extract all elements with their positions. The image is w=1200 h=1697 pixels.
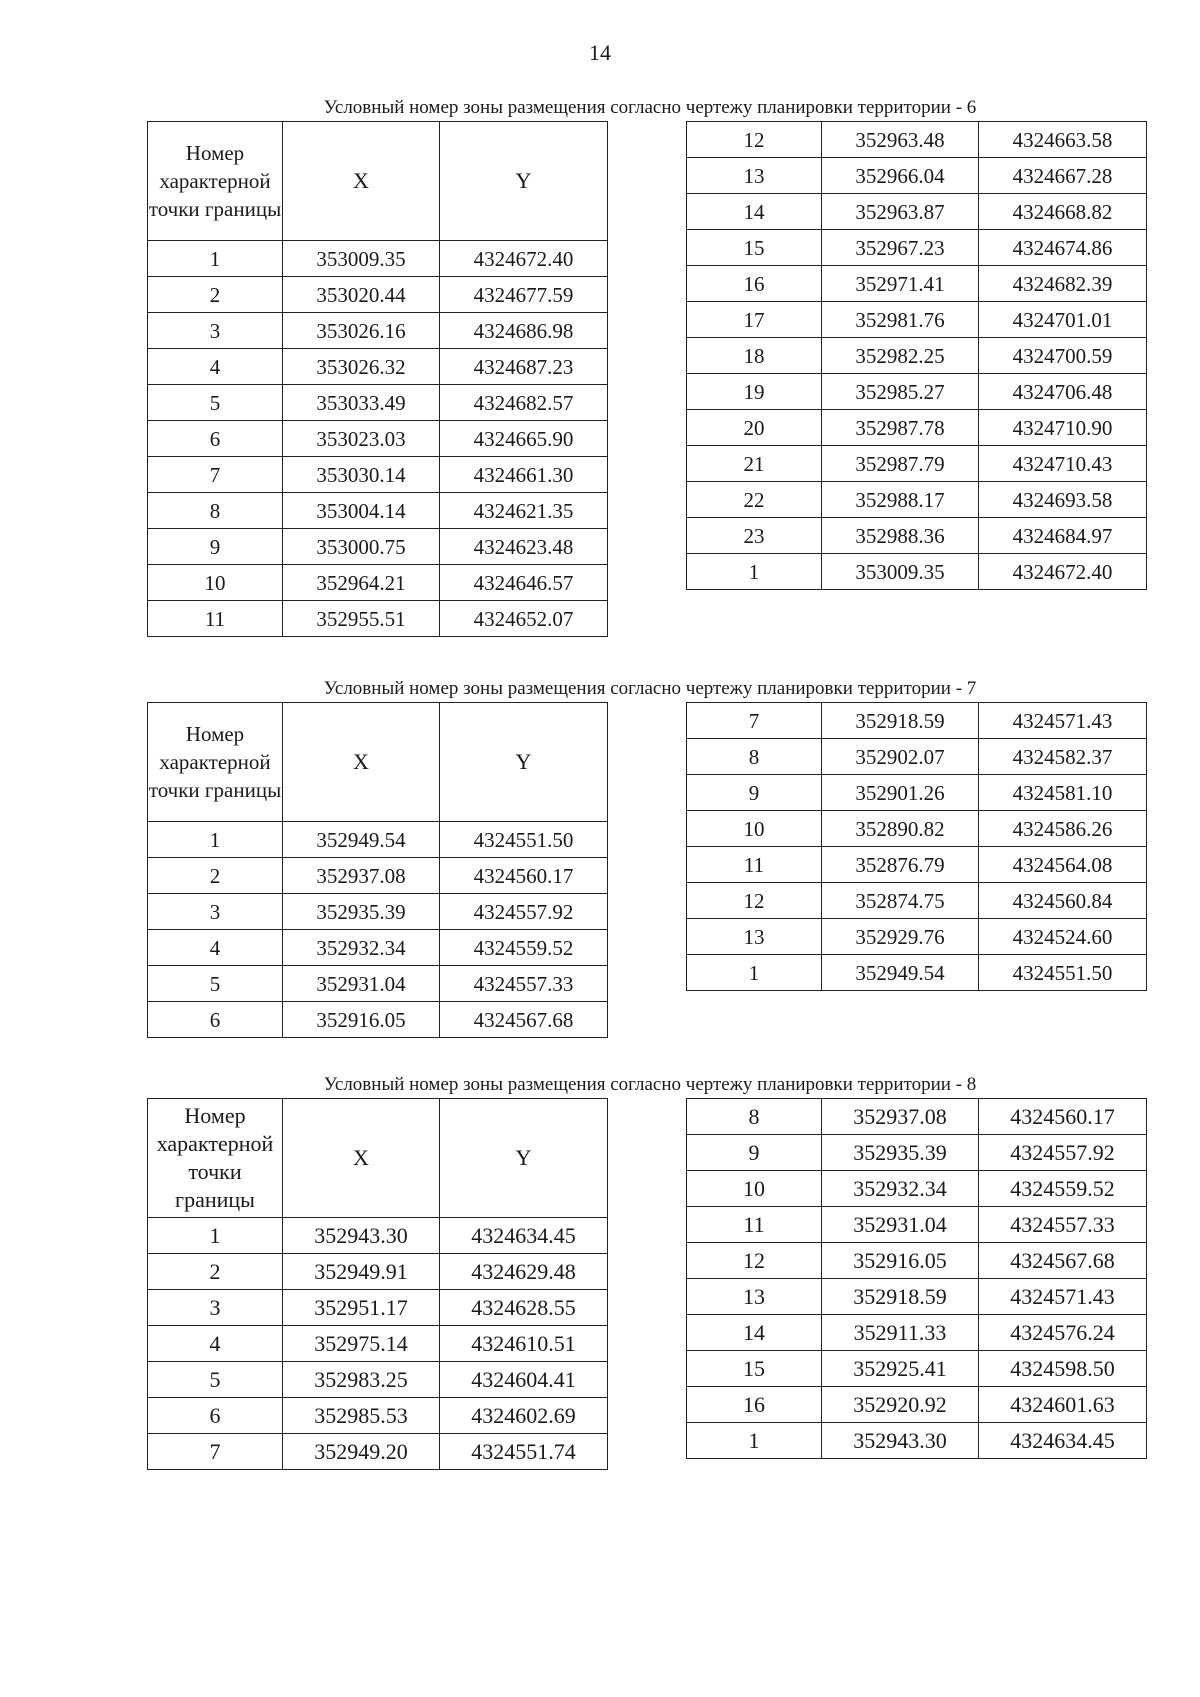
- coordinates-table-right: [686, 121, 1147, 590]
- table-row: [148, 313, 608, 349]
- x-coordinate-cell: 353009.35: [822, 554, 979, 590]
- point-number-cell: 13: [687, 158, 822, 194]
- table-row: [687, 266, 1147, 302]
- point-number-cell: 1: [687, 955, 822, 991]
- table-row: [687, 518, 1147, 554]
- y-coordinate-cell: 4324693.58: [979, 482, 1147, 518]
- table-row: [148, 966, 608, 1002]
- header-x: X: [283, 703, 440, 822]
- table-row: [148, 349, 608, 385]
- table-row: [687, 1315, 1147, 1351]
- point-number-cell: 17: [687, 302, 822, 338]
- x-coordinate-cell: 352981.76: [822, 302, 979, 338]
- zone-caption: Условный номер зоны размещения согласно чертежу планировки территории - 8: [323, 1074, 977, 1095]
- point-number-cell: 8: [687, 739, 822, 775]
- table-row: [148, 1398, 608, 1434]
- y-coordinate-cell: 4324682.39: [979, 266, 1147, 302]
- y-coordinate-cell: 4324668.82: [979, 194, 1147, 230]
- table-row: [148, 1434, 608, 1470]
- header-y: Y: [440, 1099, 608, 1218]
- y-coordinate-cell: 4324701.01: [979, 302, 1147, 338]
- point-number-cell: 16: [687, 1387, 822, 1423]
- table-row: [148, 601, 608, 637]
- y-coordinate-cell: 4324661.30: [440, 457, 608, 493]
- coordinates-table-left: [147, 121, 608, 637]
- table-row: [687, 482, 1147, 518]
- x-coordinate-cell: 352918.59: [822, 703, 979, 739]
- y-coordinate-cell: 4324646.57: [440, 565, 608, 601]
- x-coordinate-cell: 352916.05: [822, 1243, 979, 1279]
- x-coordinate-cell: 352901.26: [822, 775, 979, 811]
- y-coordinate-cell: 4324567.68: [979, 1243, 1147, 1279]
- y-coordinate-cell: 4324582.37: [979, 739, 1147, 775]
- x-coordinate-cell: 352971.41: [822, 266, 979, 302]
- point-number-cell: 5: [148, 1362, 283, 1398]
- point-number-cell: 5: [148, 966, 283, 1002]
- x-coordinate-cell: 352931.04: [283, 966, 440, 1002]
- x-coordinate-cell: 352963.48: [822, 122, 979, 158]
- y-coordinate-cell: 4324560.17: [440, 858, 608, 894]
- point-number-cell: 14: [687, 194, 822, 230]
- point-number-cell: 15: [687, 230, 822, 266]
- y-coordinate-cell: 4324686.98: [440, 313, 608, 349]
- table-row: [687, 1207, 1147, 1243]
- y-coordinate-cell: 4324576.24: [979, 1315, 1147, 1351]
- x-coordinate-cell: 352932.34: [822, 1171, 979, 1207]
- point-number-cell: 23: [687, 518, 822, 554]
- table-row: [148, 930, 608, 966]
- x-coordinate-cell: 352937.08: [822, 1099, 979, 1135]
- point-number-cell: 9: [687, 775, 822, 811]
- y-coordinate-cell: 4324672.40: [979, 554, 1147, 590]
- table-row: [148, 822, 608, 858]
- table-row: [148, 457, 608, 493]
- table-row: [148, 1290, 608, 1326]
- point-number-cell: 12: [687, 1243, 822, 1279]
- table-row: [148, 1326, 608, 1362]
- x-coordinate-cell: 352987.79: [822, 446, 979, 482]
- table-row: [148, 1362, 608, 1398]
- x-coordinate-cell: 352964.21: [283, 565, 440, 601]
- table-row: [687, 739, 1147, 775]
- table-row: [687, 847, 1147, 883]
- point-number-cell: 10: [148, 565, 283, 601]
- table-row: [148, 241, 608, 277]
- point-number-cell: 12: [687, 122, 822, 158]
- x-coordinate-cell: 353000.75: [283, 529, 440, 565]
- y-coordinate-cell: 4324557.33: [440, 966, 608, 1002]
- point-number-cell: 4: [148, 930, 283, 966]
- table-row: [687, 410, 1147, 446]
- point-number-cell: 6: [148, 421, 283, 457]
- point-number-cell: 4: [148, 349, 283, 385]
- x-coordinate-cell: 352966.04: [822, 158, 979, 194]
- table-row: [148, 1218, 608, 1254]
- x-coordinate-cell: 352988.17: [822, 482, 979, 518]
- point-number-cell: 1: [148, 241, 283, 277]
- point-number-cell: 7: [687, 703, 822, 739]
- table-row: [148, 858, 608, 894]
- y-coordinate-cell: 4324571.43: [979, 1279, 1147, 1315]
- y-coordinate-cell: 4324706.48: [979, 374, 1147, 410]
- y-coordinate-cell: 4324677.59: [440, 277, 608, 313]
- point-number-cell: 6: [148, 1002, 283, 1038]
- y-coordinate-cell: 4324559.52: [440, 930, 608, 966]
- point-number-cell: 3: [148, 313, 283, 349]
- point-number-cell: 15: [687, 1351, 822, 1387]
- y-coordinate-cell: 4324551.50: [979, 955, 1147, 991]
- point-number-cell: 7: [148, 1434, 283, 1470]
- x-coordinate-cell: 352876.79: [822, 847, 979, 883]
- point-number-cell: 16: [687, 266, 822, 302]
- point-number-cell: 2: [148, 858, 283, 894]
- x-coordinate-cell: 352929.76: [822, 919, 979, 955]
- point-number-cell: 3: [148, 894, 283, 930]
- point-number-cell: 11: [148, 601, 283, 637]
- x-coordinate-cell: 352949.91: [283, 1254, 440, 1290]
- x-coordinate-cell: 352949.54: [283, 822, 440, 858]
- x-coordinate-cell: 352931.04: [822, 1207, 979, 1243]
- table-row: [687, 1243, 1147, 1279]
- x-coordinate-cell: 353033.49: [283, 385, 440, 421]
- x-coordinate-cell: 352975.14: [283, 1326, 440, 1362]
- point-number-cell: 10: [687, 1171, 822, 1207]
- y-coordinate-cell: 4324674.86: [979, 230, 1147, 266]
- coordinates-table-left: [147, 702, 608, 1038]
- header-y: Y: [440, 703, 608, 822]
- y-coordinate-cell: 4324551.50: [440, 822, 608, 858]
- y-coordinate-cell: 4324652.07: [440, 601, 608, 637]
- x-coordinate-cell: 353026.32: [283, 349, 440, 385]
- header-point-number: Номер характерной точки границы: [148, 1099, 283, 1218]
- header-y: Y: [440, 122, 608, 241]
- y-coordinate-cell: 4324567.68: [440, 1002, 608, 1038]
- y-coordinate-cell: 4324684.97: [979, 518, 1147, 554]
- x-coordinate-cell: 352874.75: [822, 883, 979, 919]
- header-point-number: Номер характерной точки границы: [148, 122, 283, 241]
- point-number-cell: 21: [687, 446, 822, 482]
- y-coordinate-cell: 4324604.41: [440, 1362, 608, 1398]
- x-coordinate-cell: 352911.33: [822, 1315, 979, 1351]
- point-number-cell: 10: [687, 811, 822, 847]
- table-row: [687, 1171, 1147, 1207]
- y-coordinate-cell: 4324557.33: [979, 1207, 1147, 1243]
- x-coordinate-cell: 352949.20: [283, 1434, 440, 1470]
- y-coordinate-cell: 4324682.57: [440, 385, 608, 421]
- header-x: X: [283, 1099, 440, 1218]
- table-row: [687, 775, 1147, 811]
- point-number-cell: 7: [148, 457, 283, 493]
- y-coordinate-cell: 4324687.23: [440, 349, 608, 385]
- x-coordinate-cell: 353026.16: [283, 313, 440, 349]
- point-number-cell: 1: [148, 1218, 283, 1254]
- table-row: [687, 883, 1147, 919]
- x-coordinate-cell: 353020.44: [283, 277, 440, 313]
- point-number-cell: 11: [687, 1207, 822, 1243]
- y-coordinate-cell: 4324559.52: [979, 1171, 1147, 1207]
- point-number-cell: 1: [687, 554, 822, 590]
- x-coordinate-cell: 352920.92: [822, 1387, 979, 1423]
- point-number-cell: 6: [148, 1398, 283, 1434]
- zone-caption: Условный номер зоны размещения согласно чертежу планировки территории - 6: [323, 97, 977, 118]
- point-number-cell: 20: [687, 410, 822, 446]
- point-number-cell: 18: [687, 338, 822, 374]
- point-number-cell: 19: [687, 374, 822, 410]
- x-coordinate-cell: 352916.05: [283, 1002, 440, 1038]
- x-coordinate-cell: 353030.14: [283, 457, 440, 493]
- page-number: 14: [589, 40, 611, 65]
- y-coordinate-cell: 4324665.90: [440, 421, 608, 457]
- x-coordinate-cell: 352963.87: [822, 194, 979, 230]
- y-coordinate-cell: 4324663.58: [979, 122, 1147, 158]
- y-coordinate-cell: 4324672.40: [440, 241, 608, 277]
- y-coordinate-cell: 4324560.84: [979, 883, 1147, 919]
- table-row: [148, 385, 608, 421]
- y-coordinate-cell: 4324628.55: [440, 1290, 608, 1326]
- table-row: [687, 122, 1147, 158]
- x-coordinate-cell: 353009.35: [283, 241, 440, 277]
- y-coordinate-cell: 4324629.48: [440, 1254, 608, 1290]
- y-coordinate-cell: 4324551.74: [440, 1434, 608, 1470]
- point-number-cell: 4: [148, 1326, 283, 1362]
- point-number-cell: 12: [687, 883, 822, 919]
- table-row: [687, 230, 1147, 266]
- x-coordinate-cell: 352935.39: [822, 1135, 979, 1171]
- table-row: [687, 374, 1147, 410]
- y-coordinate-cell: 4324557.92: [440, 894, 608, 930]
- table-row: [687, 703, 1147, 739]
- x-coordinate-cell: 353004.14: [283, 493, 440, 529]
- table-row: [148, 1254, 608, 1290]
- table-row: [148, 894, 608, 930]
- x-coordinate-cell: 352949.54: [822, 955, 979, 991]
- point-number-cell: 1: [148, 822, 283, 858]
- table-row: [148, 277, 608, 313]
- point-number-cell: 1: [687, 1423, 822, 1459]
- table-row: [148, 529, 608, 565]
- coordinates-table-right: [686, 702, 1147, 991]
- x-coordinate-cell: 352890.82: [822, 811, 979, 847]
- table-row: [148, 1002, 608, 1038]
- x-coordinate-cell: 352983.25: [283, 1362, 440, 1398]
- y-coordinate-cell: 4324634.45: [979, 1423, 1147, 1459]
- x-coordinate-cell: 352951.17: [283, 1290, 440, 1326]
- x-coordinate-cell: 352902.07: [822, 739, 979, 775]
- table-header-row: [148, 1099, 608, 1218]
- x-coordinate-cell: 352985.27: [822, 374, 979, 410]
- table-row: [687, 1351, 1147, 1387]
- y-coordinate-cell: 4324610.51: [440, 1326, 608, 1362]
- table-row: [148, 493, 608, 529]
- y-coordinate-cell: 4324710.43: [979, 446, 1147, 482]
- point-number-cell: 3: [148, 1290, 283, 1326]
- point-number-cell: 13: [687, 1279, 822, 1315]
- table-header-row: [148, 122, 608, 241]
- x-coordinate-cell: 352985.53: [283, 1398, 440, 1434]
- table-row: [687, 446, 1147, 482]
- table-row: [687, 194, 1147, 230]
- x-coordinate-cell: 352987.78: [822, 410, 979, 446]
- header-point-number: Номер характерной точки границы: [148, 703, 283, 822]
- y-coordinate-cell: 4324634.45: [440, 1218, 608, 1254]
- y-coordinate-cell: 4324598.50: [979, 1351, 1147, 1387]
- table-row: [148, 565, 608, 601]
- x-coordinate-cell: 352943.30: [822, 1423, 979, 1459]
- table-row: [687, 1423, 1147, 1459]
- x-coordinate-cell: 352918.59: [822, 1279, 979, 1315]
- x-coordinate-cell: 352955.51: [283, 601, 440, 637]
- table-row: [687, 955, 1147, 991]
- x-coordinate-cell: 352935.39: [283, 894, 440, 930]
- point-number-cell: 2: [148, 1254, 283, 1290]
- table-row: [687, 1099, 1147, 1135]
- y-coordinate-cell: 4324560.17: [979, 1099, 1147, 1135]
- x-coordinate-cell: 352937.08: [283, 858, 440, 894]
- coordinates-table-right: [686, 1098, 1147, 1459]
- table-row: [687, 302, 1147, 338]
- table-row: [687, 919, 1147, 955]
- coordinates-table-left: [147, 1098, 608, 1470]
- y-coordinate-cell: 4324623.48: [440, 529, 608, 565]
- point-number-cell: 22: [687, 482, 822, 518]
- point-number-cell: 5: [148, 385, 283, 421]
- y-coordinate-cell: 4324602.69: [440, 1398, 608, 1434]
- y-coordinate-cell: 4324667.28: [979, 158, 1147, 194]
- x-coordinate-cell: 353023.03: [283, 421, 440, 457]
- zone-caption: Условный номер зоны размещения согласно чертежу планировки территории - 7: [323, 678, 977, 699]
- header-x: X: [283, 122, 440, 241]
- table-row: [687, 1387, 1147, 1423]
- y-coordinate-cell: 4324700.59: [979, 338, 1147, 374]
- x-coordinate-cell: 352943.30: [283, 1218, 440, 1254]
- y-coordinate-cell: 4324586.26: [979, 811, 1147, 847]
- x-coordinate-cell: 352967.23: [822, 230, 979, 266]
- table-row: [687, 554, 1147, 590]
- table-row: [687, 1279, 1147, 1315]
- y-coordinate-cell: 4324710.90: [979, 410, 1147, 446]
- point-number-cell: 8: [148, 493, 283, 529]
- y-coordinate-cell: 4324557.92: [979, 1135, 1147, 1171]
- x-coordinate-cell: 352932.34: [283, 930, 440, 966]
- table-row: [148, 421, 608, 457]
- point-number-cell: 2: [148, 277, 283, 313]
- table-row: [687, 811, 1147, 847]
- point-number-cell: 9: [687, 1135, 822, 1171]
- x-coordinate-cell: 352988.36: [822, 518, 979, 554]
- y-coordinate-cell: 4324524.60: [979, 919, 1147, 955]
- point-number-cell: 13: [687, 919, 822, 955]
- table-row: [687, 158, 1147, 194]
- y-coordinate-cell: 4324564.08: [979, 847, 1147, 883]
- y-coordinate-cell: 4324581.10: [979, 775, 1147, 811]
- table-header-row: [148, 703, 608, 822]
- point-number-cell: 8: [687, 1099, 822, 1135]
- point-number-cell: 9: [148, 529, 283, 565]
- y-coordinate-cell: 4324571.43: [979, 703, 1147, 739]
- x-coordinate-cell: 352925.41: [822, 1351, 979, 1387]
- y-coordinate-cell: 4324621.35: [440, 493, 608, 529]
- x-coordinate-cell: 352982.25: [822, 338, 979, 374]
- table-row: [687, 1135, 1147, 1171]
- table-row: [687, 338, 1147, 374]
- point-number-cell: 14: [687, 1315, 822, 1351]
- y-coordinate-cell: 4324601.63: [979, 1387, 1147, 1423]
- point-number-cell: 11: [687, 847, 822, 883]
